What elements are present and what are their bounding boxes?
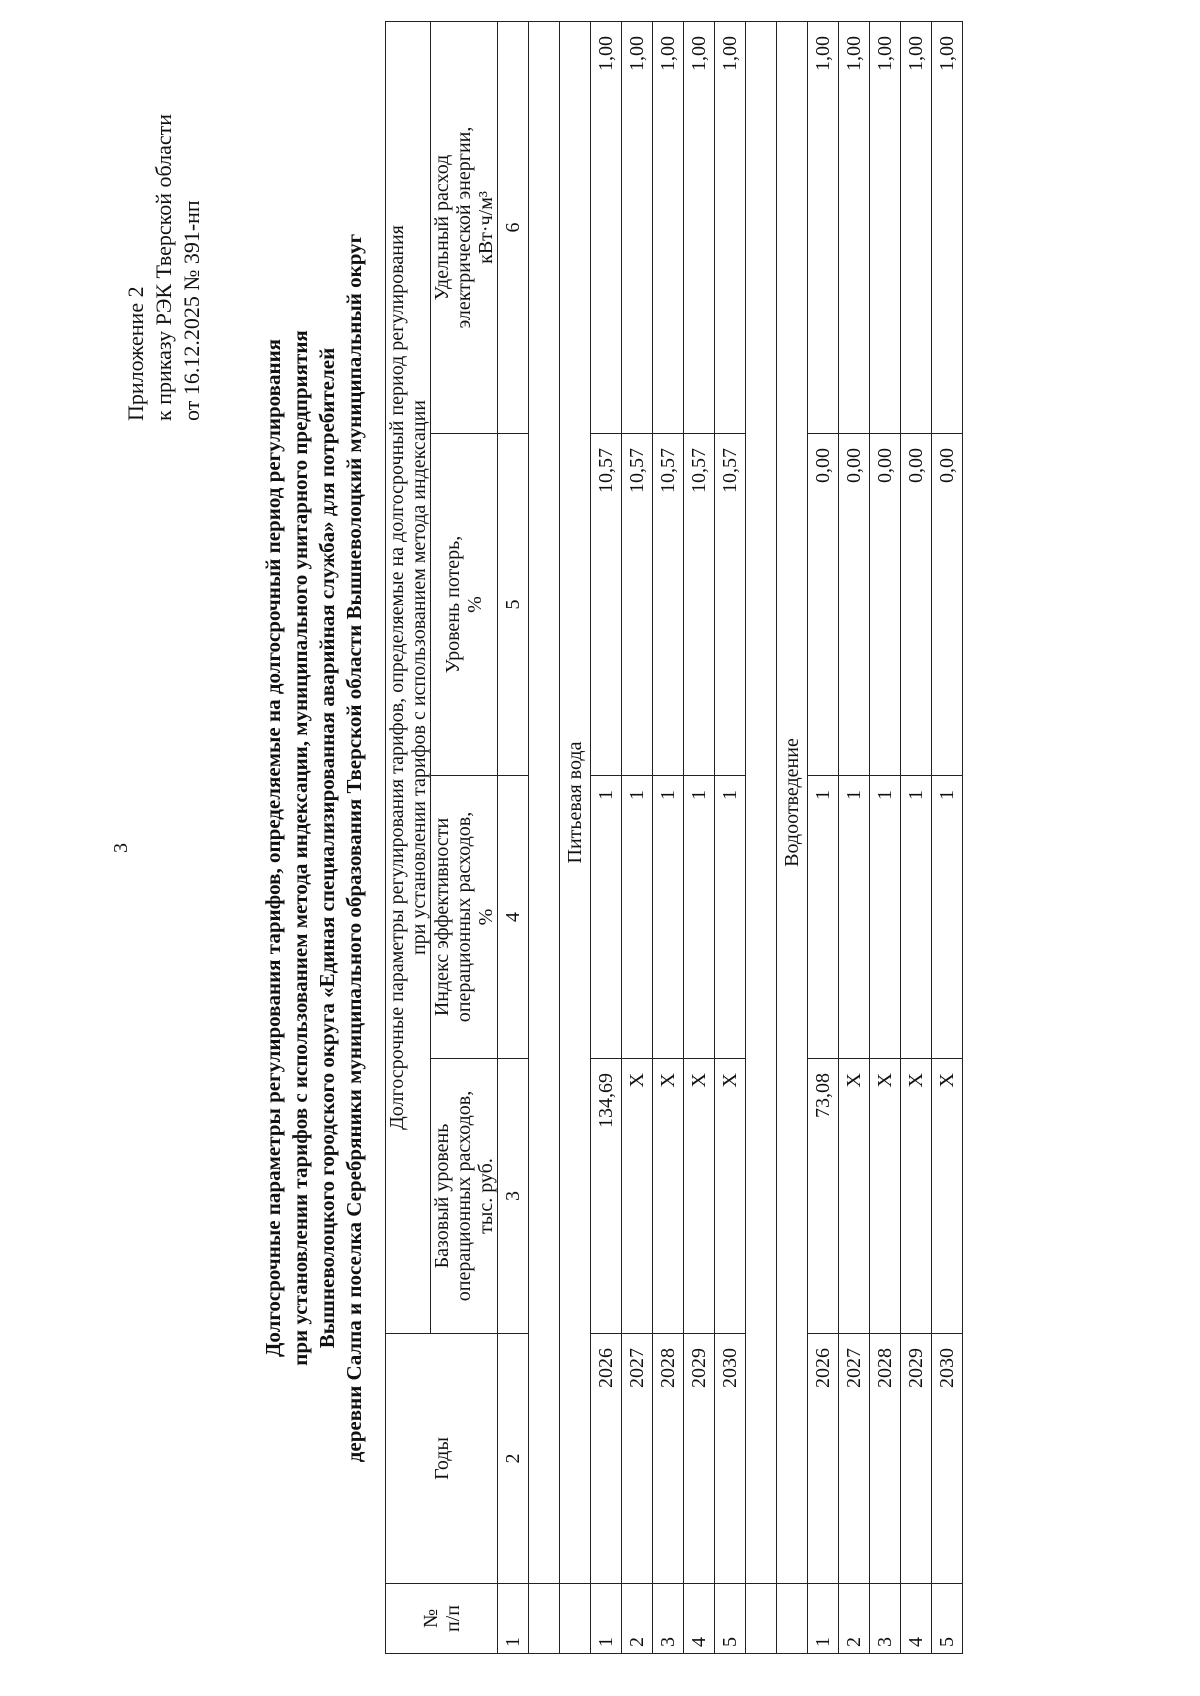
column-number: 4 — [498, 776, 529, 1059]
row-efficiency-index: 1 — [932, 776, 963, 1059]
row-efficiency-index: 1 — [715, 776, 746, 1059]
row-efficiency-index: 1 — [653, 776, 684, 1059]
section-title: Питьевая вода — [560, 22, 591, 1584]
row-losses: 10,57 — [622, 434, 653, 776]
row-number: 4 — [901, 1584, 932, 1654]
row-efficiency-index: 1 — [901, 776, 932, 1059]
title-line-1: Долгосрочные параметры регулирования тарифов, определяемые на долгосрочный период регулирования — [261, 338, 285, 1358]
row-losses: 10,57 — [653, 434, 684, 776]
row-energy: 1,00 — [870, 22, 901, 434]
spacer-row — [529, 22, 560, 1654]
appendix-line-3: от 16.12.2025 № 391-нп — [179, 200, 204, 421]
table-row — [684, 22, 715, 1654]
table-row — [901, 22, 932, 1654]
header-efficiency-line-3: % — [475, 908, 497, 926]
row-base-opex: X — [653, 1059, 684, 1334]
row-base-opex: X — [622, 1059, 653, 1334]
row-year: 2028 — [870, 1334, 901, 1584]
row-losses: 10,57 — [684, 434, 715, 776]
header-energy-consumption — [431, 22, 498, 434]
row-losses: 0,00 — [870, 434, 901, 776]
title-line-2: при установлении тарифов с использованием метода индексации, муниципального унитарного предприятия — [288, 330, 312, 1366]
table-row — [839, 22, 870, 1654]
row-number: 2 — [839, 1584, 870, 1654]
row-year: 2030 — [715, 1334, 746, 1584]
column-number: 1 — [498, 1584, 529, 1654]
row-year: 2029 — [684, 1334, 715, 1584]
tariff-parameters-table — [385, 21, 963, 1654]
header-parameters-group — [386, 22, 431, 1334]
row-year: 2028 — [653, 1334, 684, 1584]
header-energy-line-1: Удельный расход — [431, 154, 453, 301]
header-number-line-1: № — [419, 1608, 442, 1629]
row-base-opex: X — [870, 1059, 901, 1334]
row-efficiency-index: 1 — [622, 776, 653, 1059]
header-energy-line-3: кВт·ч/м³ — [475, 191, 497, 264]
row-number: 5 — [932, 1584, 963, 1654]
header-base-opex-line-2: операционных расходов, — [453, 1090, 475, 1302]
row-year: 2030 — [932, 1334, 963, 1584]
row-losses: 0,00 — [808, 434, 839, 776]
section-cell-empty — [777, 1584, 808, 1654]
row-number: 3 — [653, 1584, 684, 1654]
row-energy: 1,00 — [932, 22, 963, 434]
section-title: Водоотведение — [777, 22, 808, 1584]
table-header-row — [386, 22, 431, 1654]
column-number: 3 — [498, 1059, 529, 1334]
row-number: 5 — [715, 1584, 746, 1654]
row-losses: 0,00 — [839, 434, 870, 776]
column-number-row — [498, 22, 529, 1654]
section-row-wastewater — [777, 22, 808, 1654]
page-number: 3 — [110, 843, 132, 853]
row-base-opex: X — [901, 1059, 932, 1334]
row-base-opex: X — [684, 1059, 715, 1334]
title-line-3: Вышневолоцкого городского округа «Единая специализированная аварийная служба» для потребителей — [315, 347, 339, 1349]
header-efficiency-index — [431, 776, 498, 1059]
column-number: 2 — [498, 1334, 529, 1584]
table-row — [808, 22, 839, 1654]
column-number: 5 — [498, 434, 529, 776]
row-base-opex: 73,08 — [808, 1059, 839, 1334]
row-number: 4 — [684, 1584, 715, 1654]
row-year: 2029 — [901, 1334, 932, 1584]
row-number: 1 — [591, 1584, 622, 1654]
row-losses: 10,57 — [715, 434, 746, 776]
row-number: 1 — [808, 1584, 839, 1654]
row-efficiency-index: 1 — [684, 776, 715, 1059]
row-year: 2026 — [591, 1334, 622, 1584]
row-energy: 1,00 — [839, 22, 870, 434]
header-years: Годы — [386, 1334, 498, 1584]
row-efficiency-index: 1 — [591, 776, 622, 1059]
row-year: 2027 — [839, 1334, 870, 1584]
header-base-opex-line-1: Базовый уровень — [431, 1123, 453, 1269]
row-energy: 1,00 — [684, 22, 715, 434]
header-number — [386, 1584, 498, 1654]
header-base-opex — [431, 1059, 498, 1334]
table-row — [591, 22, 622, 1654]
document-title — [260, 0, 368, 1696]
header-losses — [431, 434, 498, 776]
appendix-line-2: к приказу РЭК Тверской области — [151, 113, 176, 421]
row-base-opex: X — [932, 1059, 963, 1334]
row-efficiency-index: 1 — [808, 776, 839, 1059]
header-energy-line-2: электрической энергии, — [453, 126, 475, 329]
row-losses: 0,00 — [932, 434, 963, 776]
table-row — [653, 22, 684, 1654]
table-row — [622, 22, 653, 1654]
header-group-line-2: при установлении тарифов с использованием метода индексации — [408, 400, 430, 956]
header-losses-line-2: % — [464, 596, 486, 613]
row-energy: 1,00 — [653, 22, 684, 434]
section-row-drinking-water — [560, 22, 591, 1654]
appendix-line-1: Приложение 2 — [123, 286, 148, 421]
row-energy: 1,00 — [622, 22, 653, 434]
header-number-line-2: п/п — [441, 1605, 464, 1632]
section-cell-empty — [560, 1584, 591, 1654]
table-row — [870, 22, 901, 1654]
header-group-line-1: Долгосрочные параметры регулирования тарифов, определяемые на долгосрочный период регулирования — [386, 225, 408, 1130]
row-number: 2 — [622, 1584, 653, 1654]
row-year: 2027 — [622, 1334, 653, 1584]
row-losses: 10,57 — [591, 434, 622, 776]
row-base-opex: X — [715, 1059, 746, 1334]
row-base-opex: X — [839, 1059, 870, 1334]
header-base-opex-line-3: тыс. руб. — [475, 1158, 497, 1234]
row-energy: 1,00 — [591, 22, 622, 434]
table-row — [715, 22, 746, 1654]
spacer-row — [746, 22, 777, 1654]
row-efficiency-index: 1 — [870, 776, 901, 1059]
row-energy: 1,00 — [808, 22, 839, 434]
row-number: 3 — [870, 1584, 901, 1654]
column-number: 6 — [498, 22, 529, 434]
header-efficiency-line-2: операционных расходов, — [453, 811, 475, 1023]
table-row — [932, 22, 963, 1654]
header-losses-line-1: Уровень потерь, — [442, 535, 464, 674]
header-efficiency-line-1: Индекс эффективности — [431, 817, 453, 1017]
row-losses: 0,00 — [901, 434, 932, 776]
appendix-note — [122, 114, 206, 421]
row-energy: 1,00 — [901, 22, 932, 434]
row-efficiency-index: 1 — [839, 776, 870, 1059]
row-year: 2026 — [808, 1334, 839, 1584]
title-line-4: деревни Салпа и поселка Серебряники муниципального образования Тверской области Вышневолоцкий муниципальный округ — [342, 233, 366, 1463]
row-base-opex: 134,69 — [591, 1059, 622, 1334]
row-energy: 1,00 — [715, 22, 746, 434]
